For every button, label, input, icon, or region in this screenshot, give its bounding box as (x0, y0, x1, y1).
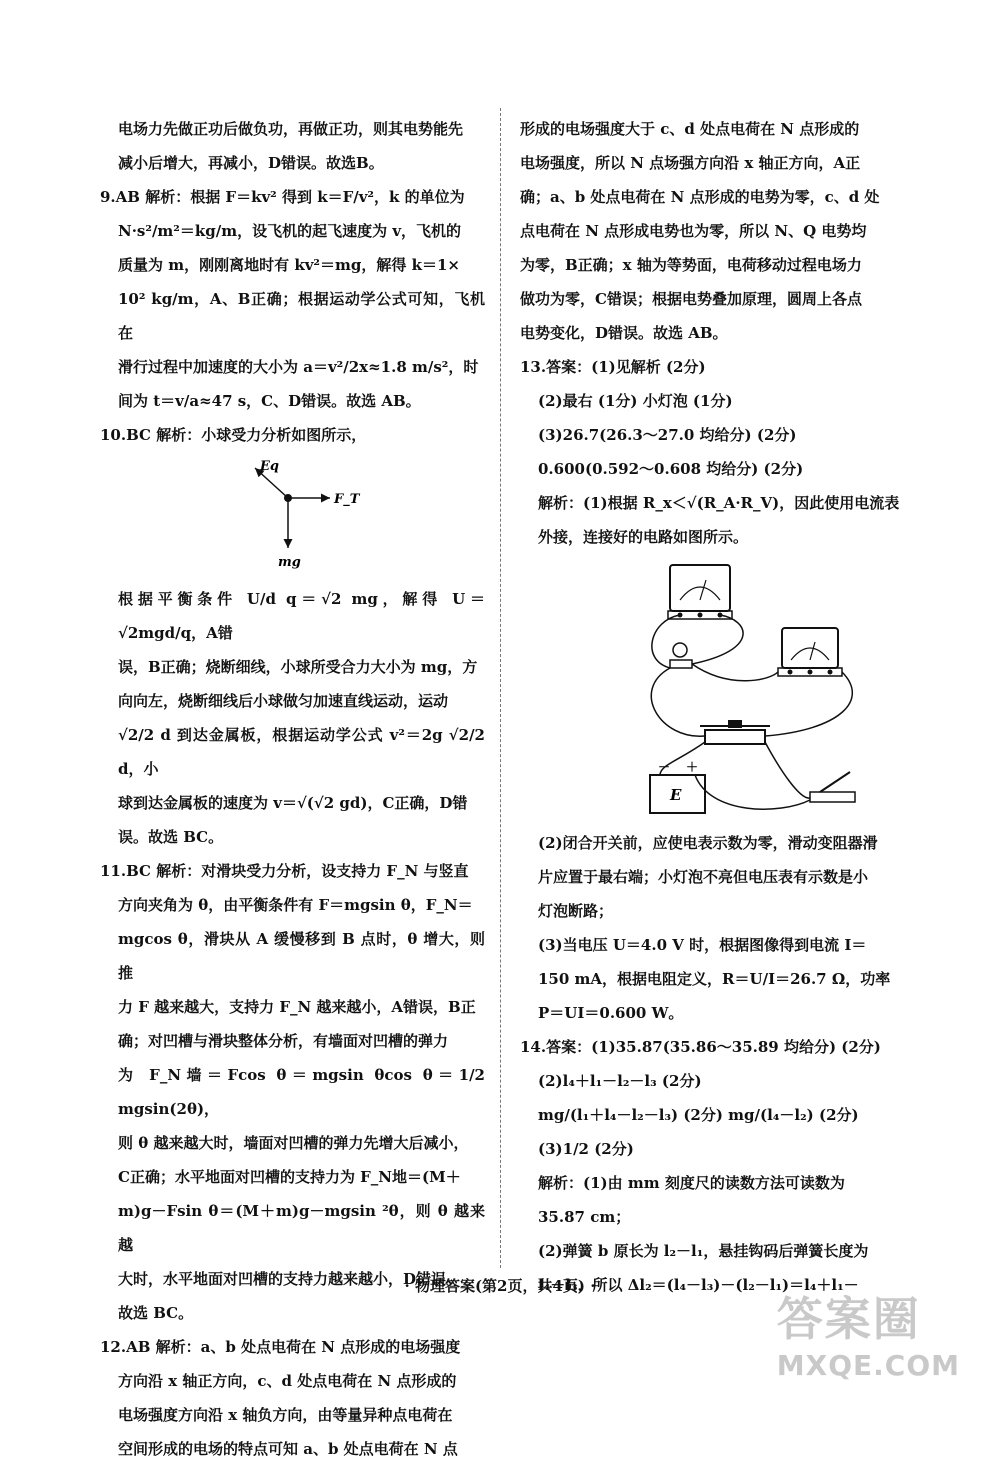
q11-line: C正确；水平地面对凹槽的支持力为 F_N地＝(M＋ (118, 1168, 461, 1186)
q12-line: 方向沿 x 轴正方向，c、d 处点电荷在 N 点形成的 (118, 1372, 457, 1390)
column-divider (500, 108, 501, 1268)
q13-line: (3)26.7(26.3～27.0 均给分) (2分) (538, 426, 797, 444)
q9-line: 质量为 m，刚刚离地时有 kv²＝mg，解得 k＝1× (118, 256, 460, 274)
q10-line: 向向左，烧断细线后小球做匀加速直线运动，运动 (118, 692, 449, 710)
q12-line: 12.AB 解析：a、b 处点电荷在 N 点形成的电场强度 (100, 1338, 461, 1356)
q10-line: 误。故选 BC。 (118, 828, 224, 846)
q13-line: 片应置于最右端；小灯泡不亮但电压表有示数是小 (538, 868, 869, 886)
q12-continued-line: 形成的电场强度大于 c、d 处点电荷在 N 点形成的 (520, 120, 860, 138)
text-line: 减小后增大，再减小，D错误。故选B。 (118, 154, 384, 172)
q10-line: √2/2 d 到达金属板，根据运动学公式 v²＝2g √2/2 d，小 (118, 726, 485, 778)
q10-line: 10.BC 解析：小球受力分析如图所示， (100, 426, 367, 444)
q12-continued-line: 为零，B正确；x 轴为等势面，电荷移动过程电场力 (520, 256, 862, 274)
q11-line: mgcos θ，滑块从 A 缓慢移到 B 点时，θ 增大，则推 (118, 930, 485, 982)
q11-line: m)g－Fsin θ＝(M＋m)g－mgsin ²θ，则 θ 越来越 (118, 1202, 485, 1254)
q12-continued-line: 点电荷在 N 点形成电势也为零，所以 N、Q 电势均 (520, 222, 867, 240)
q13-line: 150 mA，根据电阻定义，R＝U/I＝26.7 Ω，功率 (538, 970, 891, 988)
q13-line: (2)闭合开关前，应使电表示数为零，滑动变阻器滑 (538, 834, 878, 852)
q11-line: 则 θ 越来越大时，墙面对凹槽的弹力先增大后减小， (118, 1134, 469, 1152)
q11-line: 确；对凹槽与滑块整体分析，有墙面对凹槽的弹力 (118, 1032, 449, 1050)
force-diagram-svg (100, 458, 485, 576)
q12-continued-line: 做功为零，C错误；根据电势叠加原理，圆周上各点 (520, 290, 862, 308)
q13-line: (3)当电压 U＝4.0 V 时，根据图像得到电流 I＝ (538, 936, 867, 954)
q11-line: 为 F_N墙＝Fcos θ＝mgsin θcos θ＝1/2 mgsin(2θ)， (118, 1066, 485, 1118)
q14-line: l₄－l₃，所以 Δl₂＝(l₄－l₃)－(l₂－l₁)＝l₄＋l₁－ (538, 1276, 859, 1294)
q13-line: 13.答案：(1)见解析 (2分) (520, 358, 706, 376)
q11-line: 故选 BC。 (118, 1304, 194, 1322)
right-column (520, 112, 910, 1302)
q14-line: (2)弹簧 b 原长为 l₂－l₁，悬挂钩码后弹簧长度为 (538, 1242, 869, 1260)
q13-line: 解析：(1)根据 R_x＜√(R_A·R_V)，因此使用电流表 (538, 494, 900, 512)
watermark (777, 1283, 960, 1382)
q12-continued-line: 电场强度，所以 N 点场强方向沿 x 轴正方向，A正 (520, 154, 861, 172)
q13-line: 外接，连接好的电路如图所示。 (538, 528, 749, 546)
q10-line: 根据平衡条件 U/d q＝√2 mg，解得 U＝√2mgd/q，A错 (118, 590, 485, 642)
battery-label: E (670, 786, 682, 804)
q9-line: N·s²/m²＝kg/m，设飞机的起飞速度为 v，飞机的 (118, 222, 462, 240)
q12-continued-line: 确；a、b 处点电荷在 N 点形成的电势为零，c、d 处 (520, 188, 880, 206)
circuit-diagram (520, 560, 910, 820)
wires (651, 615, 852, 809)
mg-label: mg (278, 555, 301, 570)
q10-line: 误，B正确；烧断细线，小球所受合力大小为 mg，方 (118, 658, 478, 676)
q11-line: 方向夹角为 θ，由平衡条件有 F＝mgsin θ，F_N＝ (118, 896, 473, 914)
ammeter (670, 565, 730, 611)
switch (810, 792, 855, 802)
q14-line: (2)l₄＋l₁－l₂－l₃ (2分) (538, 1072, 702, 1090)
bulb (673, 643, 687, 657)
q12-line: 空间形成的电场的特点可知 a、b 处点电荷在 N 点 (118, 1440, 458, 1458)
q13-line: 0.600(0.592～0.608 均给分) (2分) (538, 460, 804, 478)
ft-label: F_T (334, 492, 360, 507)
q13-line: 灯泡断路； (538, 902, 614, 920)
circuit-diagram-svg (520, 560, 910, 820)
text-line: 电场力先做正功后做负功，再做正功，则其电势能先 (118, 120, 464, 138)
q9-line: 滑行过程中加速度的大小为 a＝v²/2x≈1.8 m/s²，时 (118, 358, 479, 376)
q9-line: 9.AB 解析：根据 F＝kv² 得到 k＝F/v²，k 的单位为 (100, 188, 465, 206)
q11-line: 大时，水平地面对凹槽的支持力越来越小，D错误。 (118, 1270, 462, 1288)
left-column (100, 112, 485, 1466)
watermark-top: 答案圈 (776, 1292, 921, 1346)
watermark-bottom: MXQE.COM (776, 1349, 960, 1382)
q14-line: 解析：(1)由 mm 刻度尺的读数方法可读数为 (538, 1174, 845, 1192)
q10-line: 球到达金属板的速度为 v＝√(√2 gd)，C正确，D错 (118, 794, 468, 812)
q11-line: 力 F 越来越大，支持力 F_N 越来越小，A错误，B正 (118, 998, 476, 1016)
q14-line: (3)1/2 (2分) (538, 1140, 634, 1158)
rheostat (705, 730, 765, 744)
battery-minus: － (658, 760, 671, 774)
page-footer: · 物理答案(第2页，共4页) · (404, 1277, 596, 1295)
battery-plus: ＋ (686, 760, 699, 774)
q12-continued-line: 电势变化，D错误。故选 AB。 (520, 324, 728, 342)
q13-line: (2)最右 (1分) 小灯泡 (1分) (538, 392, 733, 410)
force-diagram (100, 458, 485, 576)
q11-line: 11.BC 解析：对滑块受力分析，设支持力 F_N 与竖直 (100, 862, 469, 880)
q14-line: 14.答案：(1)35.87(35.86～35.89 均给分) (2分) (520, 1038, 881, 1056)
eq-label: Eq (260, 459, 279, 474)
q9-line: 间为 t＝v/a≈47 s，C、D错误。故选 AB。 (118, 392, 421, 410)
q9-line: 10² kg/m，A、B正确；根据运动学公式可知，飞机在 (118, 290, 485, 342)
q12-line: 电场强度方向沿 x 轴负方向，由等量异种点电荷在 (118, 1406, 453, 1424)
q13-line: P＝UI＝0.600 W。 (538, 1004, 684, 1022)
q14-line: 35.87 cm； (538, 1208, 631, 1226)
q14-line: mg/(l₁＋l₄－l₂－l₃) (2分) mg/(l₄－l₂) (2分) (538, 1106, 859, 1124)
